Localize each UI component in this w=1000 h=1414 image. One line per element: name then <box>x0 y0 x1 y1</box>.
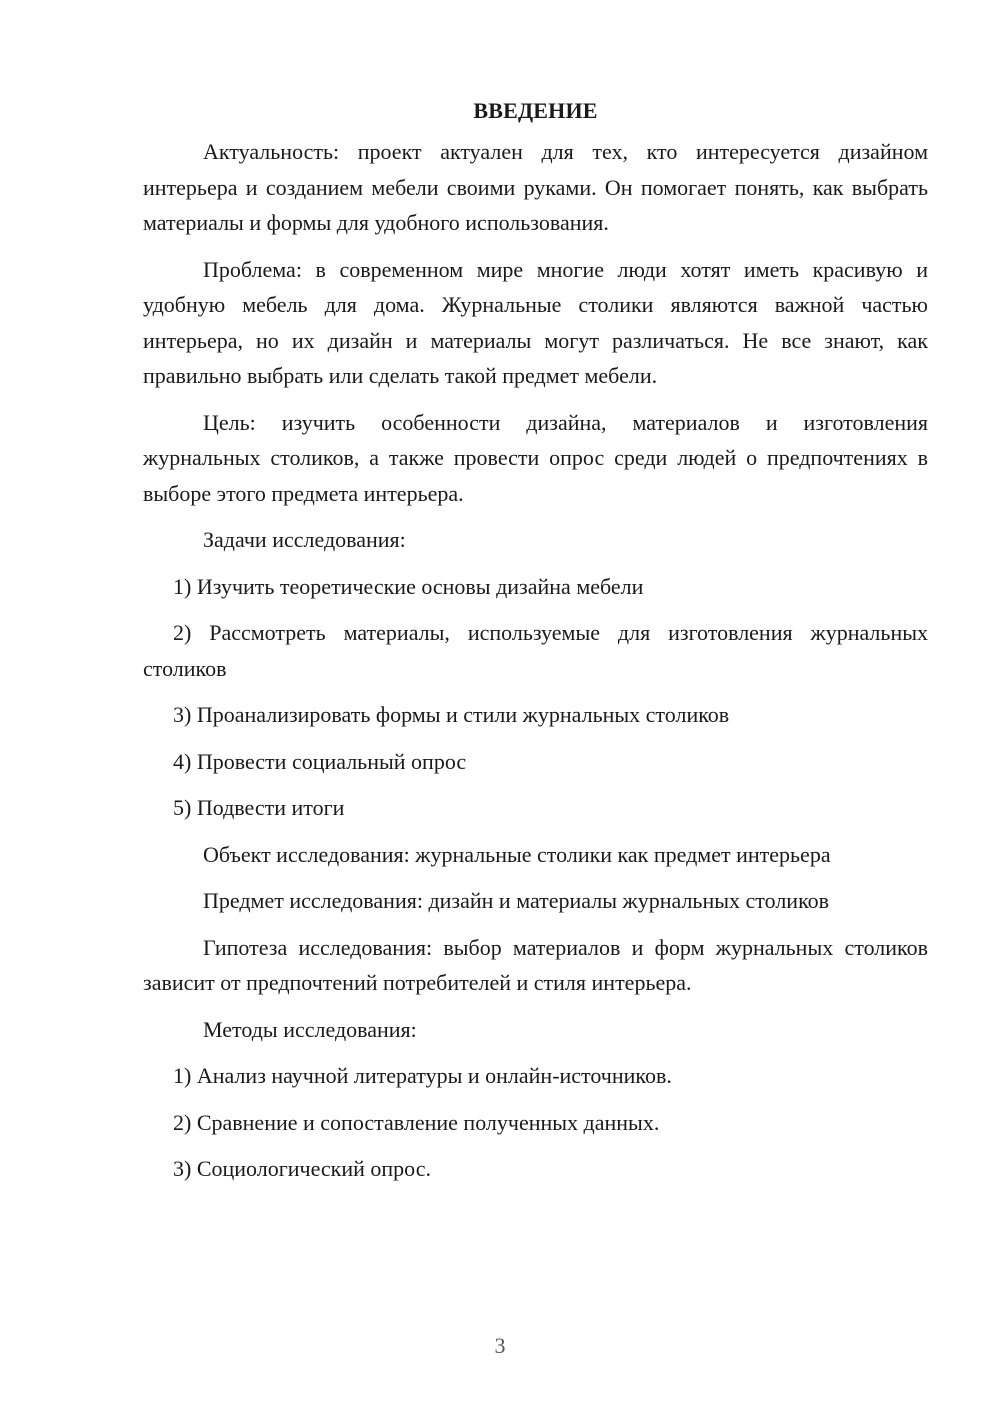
methods-title: Методы исследования: <box>203 1016 417 1042</box>
hypothesis-paragraph: Гипотеза исследования: выбор материалов и форм журнальных столиков зависит от предпочтений потребителей и стиля интерьера. <box>143 934 928 995</box>
task-item: 3) Проанализировать формы и стили журнальных столиков <box>173 702 730 727</box>
relevance-paragraph: Актуальность: проект актуален для тех, кто интересуется дизайном интерьера и созданием мебели своими руками. Он помогает понять, как выбрать материалы и формы для удобного использования. <box>143 139 928 235</box>
tasks-title: Задачи исследования: <box>203 527 406 552</box>
section-heading: ВВЕДЕНИЕ <box>473 98 598 123</box>
subject-paragraph: Предмет исследования: дизайн и материалы журнальных столиков <box>203 888 830 913</box>
method-item: 2) Сравнение и сопоставление полученных данных. <box>173 1109 660 1135</box>
goal-paragraph: Цель: изучить особенности дизайна, материалов и изготовления журнальных столиков, а также провести опрос среди людей о предпочтениях в выборе этого предмета интерьера. <box>143 409 928 506</box>
problem-paragraph: Проблема: в современном мире многие люди хотят иметь красивую и удобную мебель для дома. Журнальные столики являются важной частью интерьера, но их дизайн и материалы могут различаться. Не все знают, как правильно выбрать или сделать такой предмет мебели. <box>143 256 928 388</box>
object-paragraph: Объект исследования: журнальные столики как предмет интерьера <box>203 841 831 867</box>
task-item: 5) Подвести итоги <box>173 795 345 820</box>
task-item: 4) Провести социальный опрос <box>173 748 467 774</box>
task-item: 2) Рассмотреть материалы, используемые для изготовления журнальных столиков <box>143 620 928 681</box>
task-item: 1) Изучить теоретические основы дизайна мебели <box>173 573 644 599</box>
document-page <box>143 94 928 1198</box>
page-number: 3 <box>494 1333 506 1358</box>
method-item: 1) Анализ научной литературы и онлайн-источников. <box>173 1063 672 1088</box>
method-item: 3) Социологический опрос. <box>173 1156 431 1181</box>
